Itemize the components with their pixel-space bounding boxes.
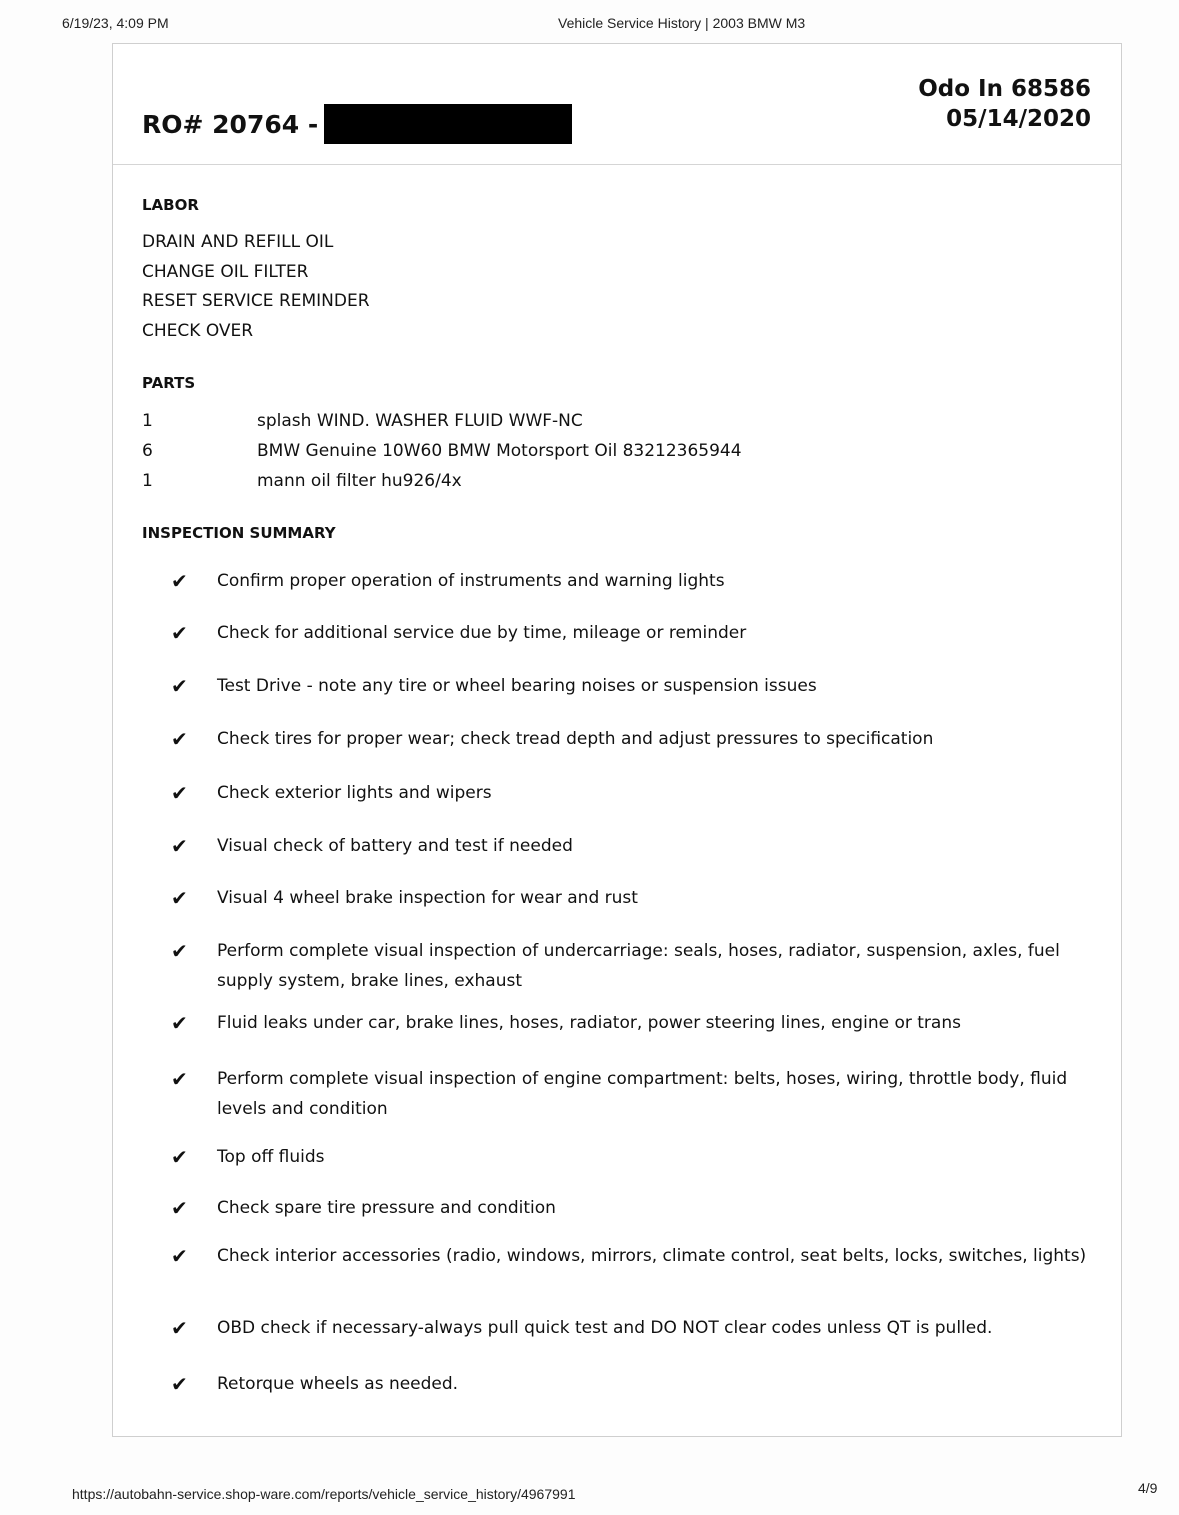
repair-order-number — [142, 104, 572, 144]
inspection-text: Check spare tire pressure and condition — [217, 1198, 556, 1218]
inspection-item — [171, 1142, 1091, 1172]
inspection-item — [171, 831, 1091, 861]
checkmark-icon: ✔ — [171, 834, 188, 858]
part-desc: mann oil filter hu926/4x — [257, 471, 462, 491]
labor-item: CHANGE OIL FILTER — [142, 261, 309, 282]
part-desc: BMW Genuine 10W60 BMW Motorsport Oil 83212365944 — [257, 441, 742, 461]
checkmark-icon: ✔ — [171, 674, 188, 698]
print-title: Vehicle Service History | 2003 BMW M3 — [558, 15, 806, 31]
parts-heading: PARTS — [142, 374, 196, 392]
labor-item: DRAIN AND REFILL OIL — [142, 232, 334, 252]
inspection-text: Check tires for proper wear; check tread depth and adjust pressures to specification — [217, 729, 934, 749]
inspection-item — [171, 936, 1091, 996]
inspection-text: Top off fluids — [217, 1147, 325, 1167]
inspection-item — [171, 1008, 1091, 1038]
labor-item: CHECK OVER — [142, 320, 254, 341]
checkmark-icon: ✔ — [171, 1316, 188, 1340]
print-datetime: 6/19/23, 4:09 PM — [62, 15, 169, 31]
inspection-text: Check exterior lights and wipers — [217, 783, 492, 803]
part-row — [142, 466, 742, 496]
inspection-text: Fluid leaks under car, brake lines, hoses, radiator, power steering lines, engine or trans — [217, 1013, 961, 1033]
part-qty: 1 — [142, 411, 153, 431]
part-qty: 1 — [142, 471, 153, 491]
inspection-heading: INSPECTION SUMMARY — [142, 524, 336, 542]
checkmark-icon: ✔ — [171, 1372, 188, 1396]
checkmark-icon: ✔ — [171, 1244, 188, 1268]
checkmark-icon: ✔ — [171, 1145, 188, 1169]
inspection-text: Visual check of battery and test if needed — [217, 836, 573, 856]
checkmark-icon: ✔ — [171, 727, 188, 751]
checkmark-icon: ✔ — [171, 569, 188, 593]
inspection-item — [171, 618, 1091, 648]
labor-list — [142, 228, 370, 346]
checkmark-icon: ✔ — [171, 621, 188, 645]
inspection-text: Test Drive - note any tire or wheel bearing noises or suspension issues — [217, 676, 817, 696]
part-qty: 6 — [142, 441, 153, 461]
page-number: 4/9 — [1138, 1480, 1158, 1496]
checkmark-icon: ✔ — [171, 1196, 188, 1220]
inspection-text: Perform complete visual inspection of undercarriage: seals, hoses, radiator, suspension, axles, fuel supply system, brake lines, exhaust — [217, 941, 1060, 991]
checkmark-icon: ✔ — [171, 781, 188, 805]
part-desc: splash WIND. WASHER FLUID WWF-NC — [257, 411, 583, 431]
inspection-text: Retorque wheels as needed. — [217, 1374, 459, 1394]
inspection-item — [171, 1369, 1091, 1399]
checkmark-icon: ✔ — [171, 886, 188, 910]
inspection-item — [171, 724, 1091, 754]
redaction-bar — [324, 104, 572, 144]
checkmark-icon: ✔ — [171, 939, 188, 963]
inspection-item — [171, 883, 1091, 913]
inspection-text: Visual 4 wheel brake inspection for wear and rust — [217, 888, 638, 908]
part-row — [142, 436, 742, 466]
inspection-item — [171, 1064, 1091, 1124]
labor-heading: LABOR — [142, 196, 199, 214]
parts-list — [142, 406, 742, 496]
labor-item: RESET SERVICE REMINDER — [142, 291, 370, 311]
inspection-text: Perform complete visual inspection of engine compartment: belts, hoses, wiring, throttle body, fluid levels and condition — [217, 1069, 1068, 1119]
order-header — [113, 44, 1121, 165]
inspection-item — [171, 778, 1091, 808]
inspection-text: Check interior accessories (radio, windows, mirrors, climate control, seat belts, locks, switches, lights) — [217, 1246, 1087, 1266]
order-date: 05/14/2020 — [946, 106, 1091, 132]
checkmark-icon: ✔ — [171, 1011, 188, 1035]
page-url: https://autobahn-service.shop-ware.com/reports/vehicle_service_history/4967991 — [72, 1486, 576, 1502]
inspection-item — [171, 1313, 1091, 1343]
odometer-in: Odo In 68586 — [918, 76, 1091, 102]
inspection-item — [171, 1241, 1091, 1271]
inspection-text: Check for additional service due by time, mileage or reminder — [217, 623, 747, 643]
checkmark-icon: ✔ — [171, 1067, 188, 1091]
inspection-text: Confirm proper operation of instruments and warning lights — [217, 571, 725, 591]
odometer-date — [918, 74, 1091, 134]
ro-label: RO# 20764 - — [142, 109, 319, 139]
inspection-item — [171, 566, 1091, 596]
part-row — [142, 406, 742, 436]
repair-order-card — [112, 43, 1122, 1437]
inspection-item — [171, 1193, 1091, 1223]
inspection-item — [171, 671, 1091, 701]
inspection-text: OBD check if necessary-always pull quick test and DO NOT clear codes unless QT is pulled. — [217, 1318, 993, 1338]
